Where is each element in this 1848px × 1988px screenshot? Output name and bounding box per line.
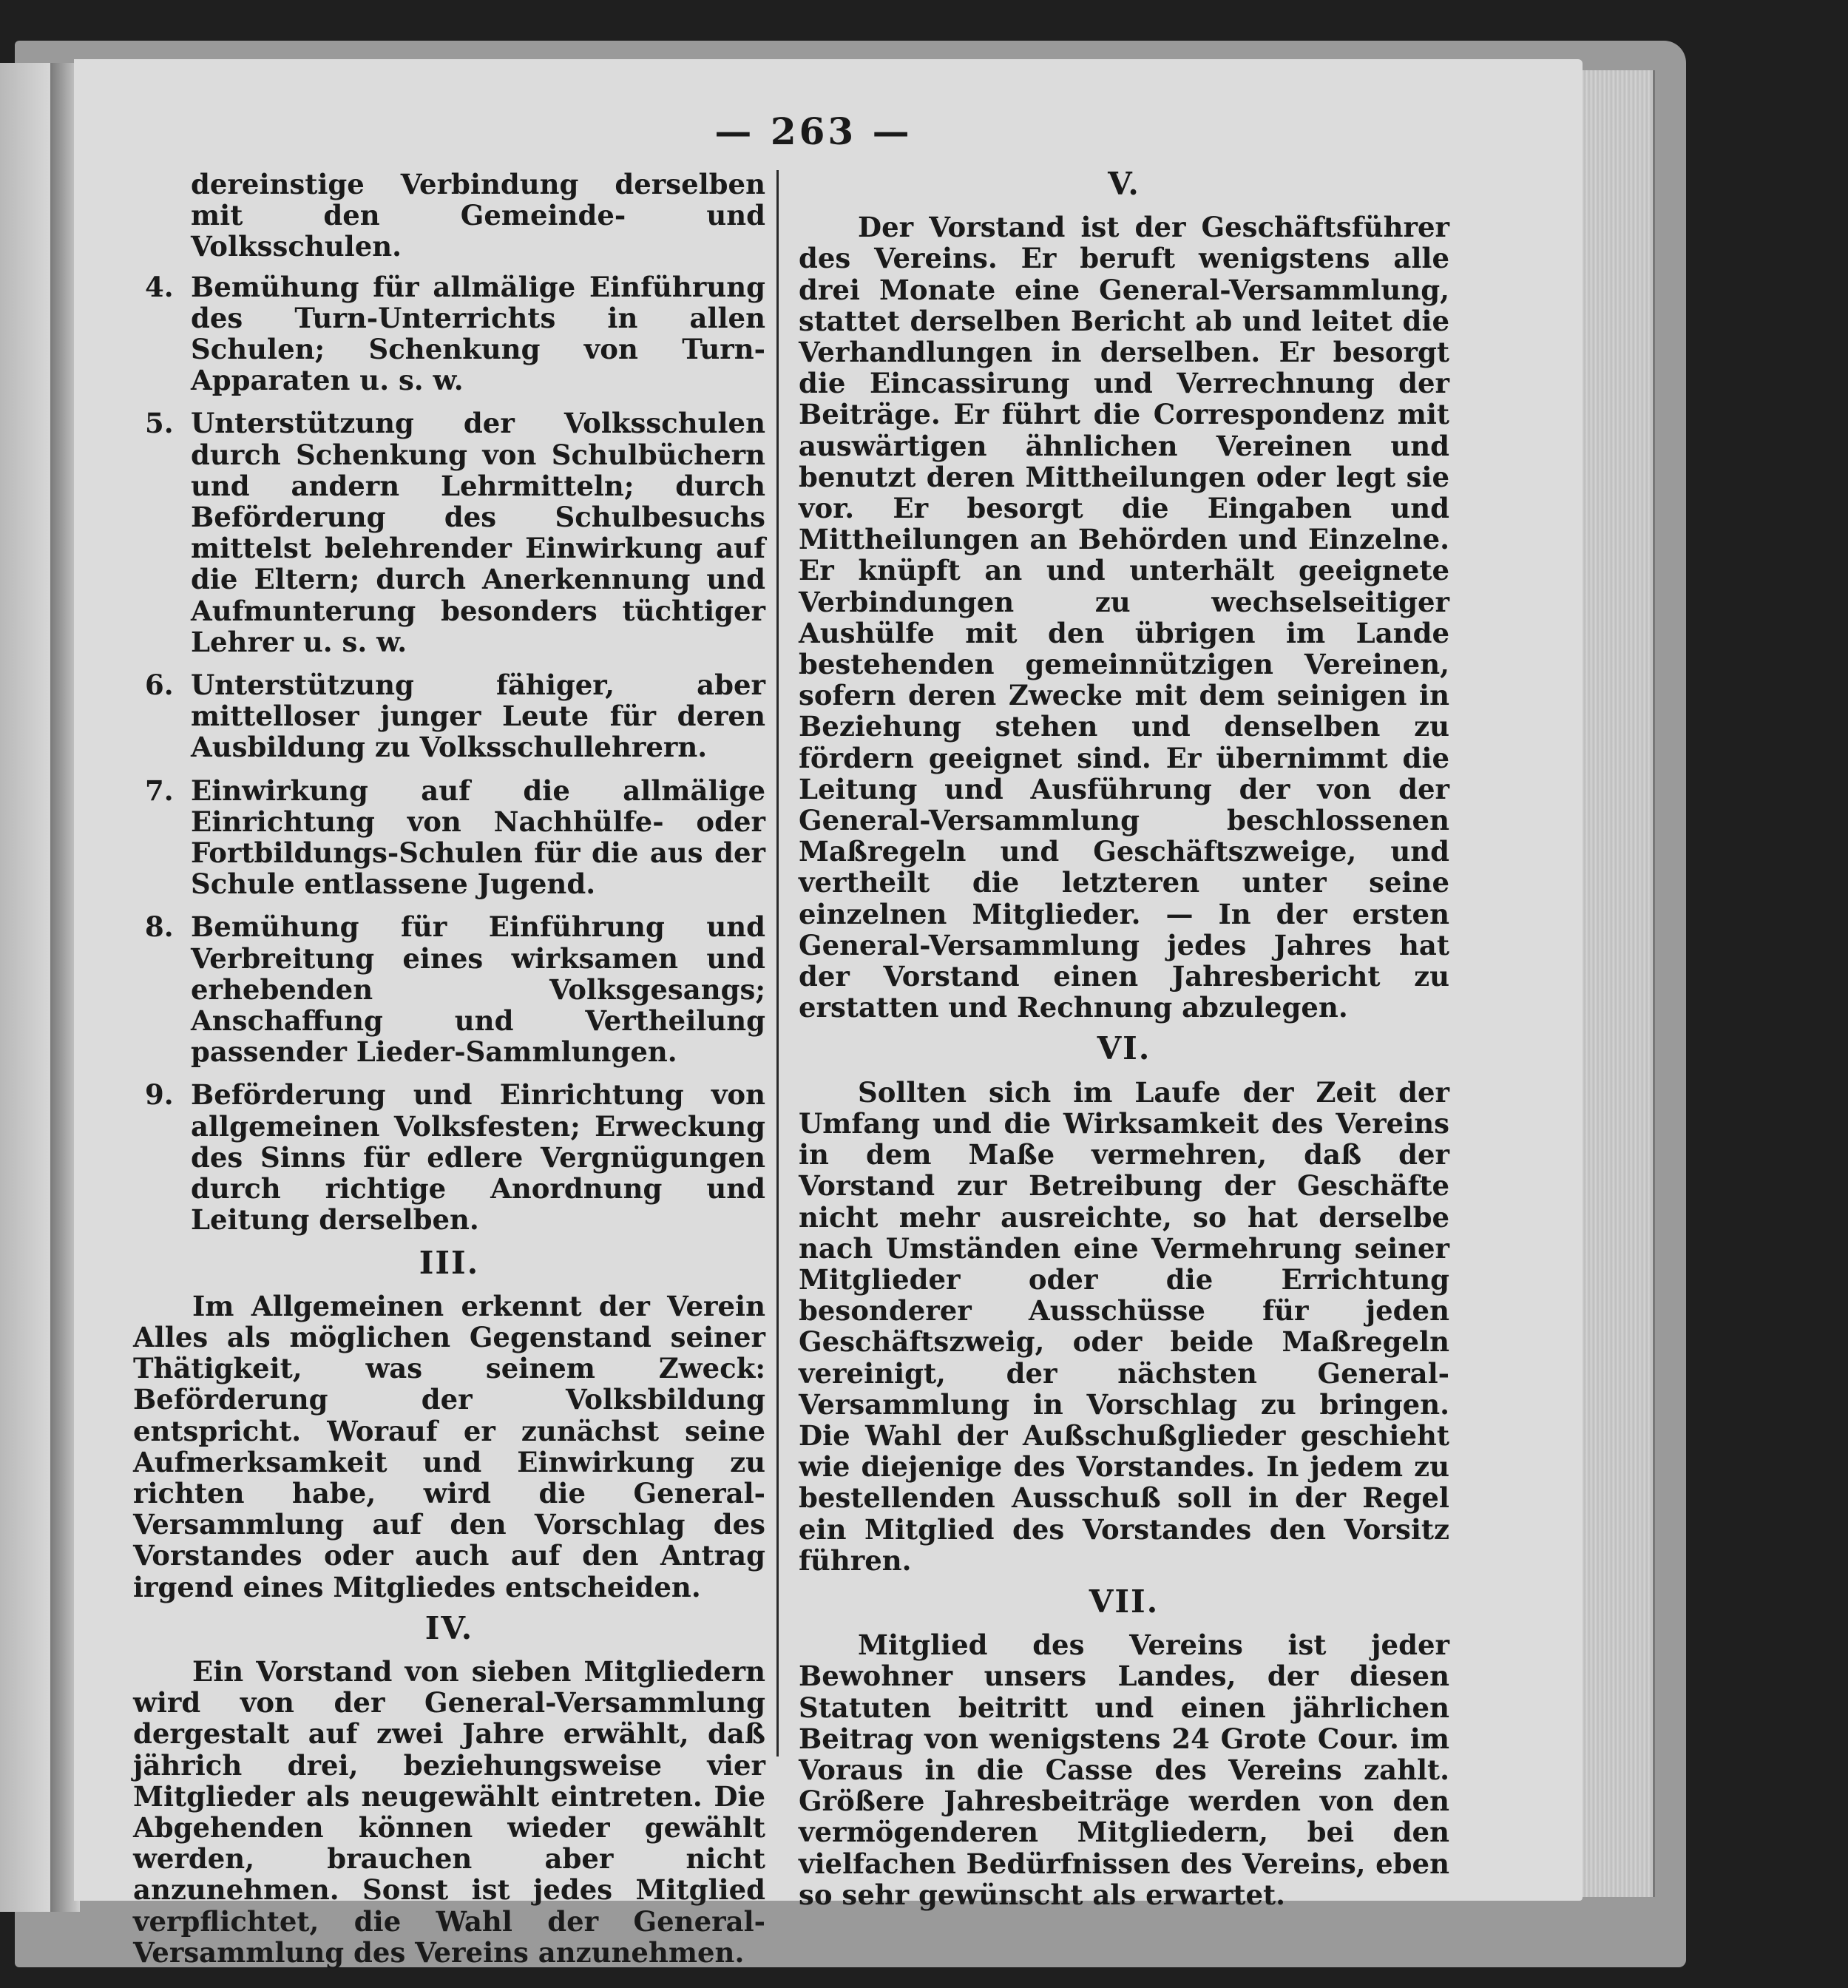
list-item [133, 669, 765, 763]
section-heading-vi: VI. [1097, 1030, 1151, 1067]
list-item-text: Unterstützung fähiger, aber mittelloser junger Leute für deren Ausbildung zu Volksschullehrern. [191, 669, 765, 764]
list-item [133, 271, 765, 396]
list-item [133, 911, 765, 1067]
page-content [74, 59, 1583, 1969]
section-v-text: Der Vorstand ist der Geschäftsführer des Vereins. Er beruft wenigstens alle drei Monate eine General-Versammlung, stattet derselben Bericht ab und leitet die Verhandlungen in derselben. Er besorgt die Eincassirung und Verrechnung der Beiträge. Er führt die Correspondenz mit auswärtigen ähnlichen Vereinen und benutzt deren Mittheilungen oder legt sie vor. Er besorgt die Eingaben und Mittheilungen an Behörden und Einzelne. Er knüpft an und unterhält geeignete Verbindungen zu wechselseitiger Aushülfe mit den übrigen im Lande bestehenden gemeinnützigen Vereinen, sofern deren Zwecke mit dem seinigen in Beziehung stehen und denselben zu fördern geeignet sind. Er übernimmt die Leitung und Ausführung der von der General-Versammlung beschlossenen Maßregeln und Geschäftszweige, und vertheilt die letzteren unter seine einzelnen Mitglieder. — In der ersten General-Versammlung jedes Jahres hat der Vorstand einen Jahresbericht zu erstatten und Rechnung abzulegen. [799, 211, 1449, 1024]
section-vii-text: Mitglied des Vereins ist jeder Bewohner unsers Landes, der diesen Statuten beitritt und einen jährlichen Beitrag von wenigstens 24 Grote Cour. im Voraus in die Casse des Vereins zahlt. Größere Jahresbeiträge werden von den vermögenderen Mitgliedern, bei den vielfachen Bedürfnissen des Vereins, eben so sehr gewünscht als erwartet. [799, 1629, 1449, 1911]
list-item-number: 9. [145, 1078, 174, 1112]
right-column [799, 166, 1449, 1919]
left-page-edge [0, 63, 53, 1912]
list-item [133, 408, 765, 657]
section-heading-vii: VII. [1089, 1583, 1160, 1620]
list-item-number: 8. [145, 910, 174, 944]
list-item-text: Unterstützung der Volksschulen durch Schenkung von Schulbüchern und andern Lehrmitteln; durch Beförderung des Schulbesuchs mittelst belehrender Einwirkung auf die Eltern; durch Anerkennung und Aufmunterung besonders tüchtiger Lehrer u. s. w. [191, 407, 765, 658]
list-item-number: 6. [145, 669, 174, 702]
list-item-text: Bemühung für allmälige Einführung des Turn-Unterrichts in allen Schulen; Schenkung von Turn-Apparaten u. s. w. [191, 270, 765, 397]
section-heading-iii: III. [419, 1244, 480, 1281]
section-heading-v: V. [1108, 166, 1140, 202]
list-item-text: Bemühung für Einführung und Verbreitung eines wirksamen und erhebenden Volksgesangs; Anschaffung und Vertheilung passender Lieder-Sammlungen. [191, 910, 765, 1069]
list-item-number: 7. [145, 774, 174, 807]
list-item-text: Beförderung und Einrichtung von allgemeinen Volksfesten; Erweckung des Sinns für edlere Vergnügungen durch richtige Anordnung und Leitung derselben. [191, 1078, 765, 1237]
section-iv-text: Ein Vorstand von sieben Mitgliedern wird von der General-Versammlung dergestalt auf zwei Jahre erwählt, daß jährich drei, beziehungsweise vier Mitglieder als neugewählt eintreten. Die Abgehenden können wieder gewählt werden, brauchen aber nicht anzunehmen. Sonst ist jedes Mitglied verpflichtet, die Wahl der General-Versammlung des Vereins anzunehmen. [133, 1654, 765, 1969]
page-fore-edge [1583, 70, 1655, 1897]
continuation-text: dereinstige Verbindung derselben mit den Gemeinde- und Volksschulen. [191, 168, 765, 263]
list-item-number: 5. [145, 407, 174, 440]
left-column [133, 169, 765, 1977]
list-item [133, 1079, 765, 1235]
list-item-number: 4. [145, 270, 174, 303]
section-vi-text: Sollten sich im Laufe der Zeit der Umfang und die Wirksamkeit des Vereins in dem Maße vermehren, daß der Vorstand zur Betreibung der Geschäfte nicht mehr ausreichte, so hat derselbe nach Umständen eine Vermehrung seiner Mitglieder oder die Errichtung besonderer Ausschüsse für jeden Geschäftszweig, oder beide Maßregeln vereinigt, der nächsten General-Versammlung in Vorschlag zu bringen. Die Wahl der Außschußglieder geschieht wie diejenige des Vorstandes. In jedem zu bestellenden Ausschuß soll in der Regel ein Mitglied des Vorstandes den Vorsitz führen. [799, 1075, 1449, 1577]
section-iii-text: Im Allgemeinen erkennt der Verein Alles als möglichen Gegenstand seiner Thätigkeit, was seinem Zweck: Beförderung der Volksbildung entspricht. Worauf er zunächst seine Aufmerksamkeit und Einwirkung zu richten habe, wird die General-Versammlung auf den Vorschlag des Vorstandes oder auch auf den Antrag irgend eines Mitgliedes entscheiden. [133, 1289, 765, 1603]
column-divider [776, 170, 779, 1757]
section-heading-iv: IV. [424, 1609, 474, 1646]
list-item [133, 775, 765, 900]
page-number: — 263 — [714, 109, 913, 153]
list-item-text: Einwirkung auf die allmälige Einrichtung von Nachhülfe- oder Fortbildungs-Schulen für die aus der Schule entlassene Jugend. [191, 774, 765, 901]
